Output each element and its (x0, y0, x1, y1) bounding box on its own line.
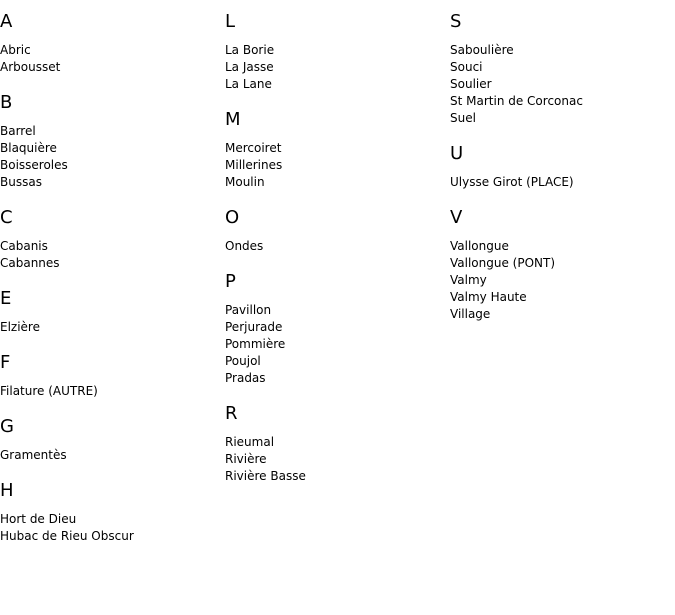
street-link-la-lane[interactable]: La Lane (225, 77, 272, 91)
street-link-pavillon[interactable]: Pavillon (225, 303, 272, 317)
letter-group-b (0, 91, 225, 191)
letter-group-s (450, 10, 675, 127)
letter-group-e (0, 287, 225, 336)
street-link-pradas[interactable]: Pradas (225, 371, 266, 385)
street-link-riviere[interactable]: Rivière (225, 452, 267, 466)
letter-heading: C (0, 207, 13, 228)
street-link-ondes[interactable]: Ondes (225, 239, 264, 253)
street-link-cabanis[interactable]: Cabanis (0, 239, 48, 253)
letter-heading: H (0, 480, 14, 501)
index-column-3 (450, 10, 675, 323)
street-link-rieumal[interactable]: Rieumal (225, 435, 275, 449)
street-list (225, 42, 450, 93)
street-list (450, 42, 675, 127)
street-list (225, 238, 450, 255)
street-link-blaquiere[interactable]: Blaquière (0, 141, 57, 155)
street-link-pommiere[interactable]: Pommière (225, 337, 286, 351)
letter-group-r (225, 402, 450, 485)
street-link-arbousset[interactable]: Arbousset (0, 60, 61, 74)
street-link-sabouliere[interactable]: Saboulière (450, 43, 514, 57)
street-link-suel[interactable]: Suel (450, 111, 476, 125)
street-link-perjurade[interactable]: Perjurade (225, 320, 283, 334)
street-link-abric[interactable]: Abric (0, 43, 31, 57)
street-link-souci[interactable]: Souci (450, 60, 483, 74)
street-link-village[interactable]: Village (450, 307, 491, 321)
street-list (0, 42, 225, 76)
street-link-moulin[interactable]: Moulin (225, 175, 265, 189)
street-list (225, 140, 450, 191)
letter-group-l (225, 10, 450, 93)
letter-heading: M (225, 109, 241, 130)
letter-group-u (450, 142, 675, 191)
letter-group-f (0, 351, 225, 400)
street-link-soulier[interactable]: Soulier (450, 77, 492, 91)
street-link-la-borie[interactable]: La Borie (225, 43, 275, 57)
letter-heading: O (225, 207, 240, 228)
street-link-barrel[interactable]: Barrel (0, 124, 36, 138)
street-link-riviere-basse[interactable]: Rivière Basse (225, 469, 306, 483)
street-link-vallongue-pont[interactable]: Vallongue (PONT) (450, 256, 556, 270)
letter-group-p (225, 270, 450, 387)
street-link-gramentes[interactable]: Gramentès (0, 448, 67, 462)
letter-heading: L (225, 11, 236, 32)
street-link-la-jasse[interactable]: La Jasse (225, 60, 274, 74)
street-link-mercoiret[interactable]: Mercoiret (225, 141, 282, 155)
street-list (0, 238, 225, 272)
street-link-valmy[interactable]: Valmy (450, 273, 487, 287)
letter-group-o (225, 206, 450, 255)
letter-heading: R (225, 403, 238, 424)
street-list (450, 174, 675, 191)
letter-group-v (450, 206, 675, 323)
street-link-poujol[interactable]: Poujol (225, 354, 261, 368)
letter-heading: B (0, 92, 13, 113)
letter-group-a (0, 10, 225, 76)
street-link-cabannes[interactable]: Cabannes (0, 256, 60, 270)
street-list (225, 434, 450, 485)
street-link-elziere[interactable]: Elzière (0, 320, 40, 334)
index-column-1 (0, 10, 225, 545)
street-link-bussas[interactable]: Bussas (0, 175, 42, 189)
street-list (0, 511, 225, 545)
letter-heading: P (225, 271, 236, 292)
letter-heading: U (450, 143, 464, 164)
index-column-2 (225, 10, 450, 485)
street-list (0, 383, 225, 400)
letter-heading: V (450, 207, 463, 228)
street-link-ulysse-girot-place[interactable]: Ulysse Girot (PLACE) (450, 175, 574, 189)
street-link-vallongue[interactable]: Vallongue (450, 239, 509, 253)
letter-heading: S (450, 11, 462, 32)
letter-group-m (225, 108, 450, 191)
street-list (0, 319, 225, 336)
street-link-hubac-de-rieu-obscur[interactable]: Hubac de Rieu Obscur (0, 529, 134, 543)
street-link-filature-autre[interactable]: Filature (AUTRE) (0, 384, 98, 398)
letter-group-h (0, 479, 225, 545)
street-list (225, 302, 450, 387)
street-link-millerines[interactable]: Millerines (225, 158, 283, 172)
street-link-st-martin-de-corconac[interactable]: St Martin de Corconac (450, 94, 583, 108)
letter-heading: E (0, 288, 12, 309)
street-list (0, 447, 225, 464)
letter-heading: A (0, 11, 13, 32)
letter-heading: F (0, 352, 11, 373)
street-link-boisseroles[interactable]: Boisseroles (0, 158, 68, 172)
street-list (450, 238, 675, 323)
letter-heading: G (0, 416, 14, 437)
letter-group-g (0, 415, 225, 464)
street-list (0, 123, 225, 191)
street-link-hort-de-dieu[interactable]: Hort de Dieu (0, 512, 77, 526)
letter-group-c (0, 206, 225, 272)
street-link-valmy-haute[interactable]: Valmy Haute (450, 290, 527, 304)
